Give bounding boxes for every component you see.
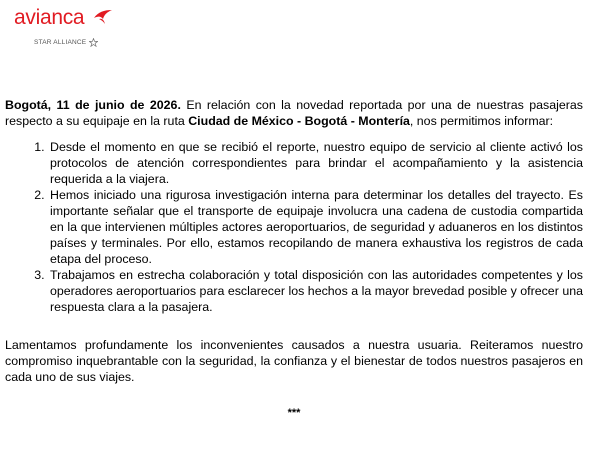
intro-text-2: , nos permitimos informar:	[409, 114, 554, 128]
end-mark: ***	[287, 407, 301, 419]
list-item: 1. Desde el momento en que se recibió el reporte, nuestro equipo de servicio al cliente activó los protocolos de atención correspondientes para brindar el acompañamiento y la asistencia requerida a la viajera.	[48, 139, 583, 187]
star-alliance-text: STAR ALLIANCE	[34, 39, 87, 46]
avianca-logo	[14, 5, 114, 53]
list-item: 3. Trabajamos en estrecha colaboración y total disposición con las autoridades competentes y los operadores aeroportuarios para esclarecer los hechos a la mayor brevedad posible y ofrecer una respuesta clara a la pasajera.	[48, 267, 583, 315]
star-alliance-label	[34, 38, 98, 47]
logo-wordmark: avianca	[14, 6, 85, 29]
list-item: 2. Hemos iniciado una rigurosa investigación interna para determinar los detalles del trayecto. Es importante señalar que el transporte de equipaje involucra una cadena de custodia compartida en la que intervienen múltiples actores aeroportuarios, de seguridad y aduaneros en los distintos países y terminales. Por ello, estamos recopilando de manera exhaustiva los registros de cada etapa del proceso.	[48, 187, 583, 267]
dateline: Bogotá, 11 de junio de 2026.	[5, 98, 181, 112]
star-alliance-icon	[89, 38, 98, 47]
statement-body	[5, 97, 583, 421]
bird-icon	[93, 9, 113, 25]
intro-paragraph	[5, 97, 583, 129]
closing-paragraph: Lamentamos profundamente los inconvenientes causados a nuestra usuaria. Reiteramos nuestro compromiso inquebrantable con la seguridad, la confianza y el bienestar de todos nuestros pasajeros en cada uno de sus viajes.	[5, 338, 583, 384]
route-name: Ciudad de México - Bogotá - Montería	[188, 114, 410, 128]
intro-text-1: En relación con la novedad reportada por una de nuestras pasajeras respecto a su equipaje en la ruta	[5, 98, 583, 128]
statement-list	[5, 139, 583, 315]
